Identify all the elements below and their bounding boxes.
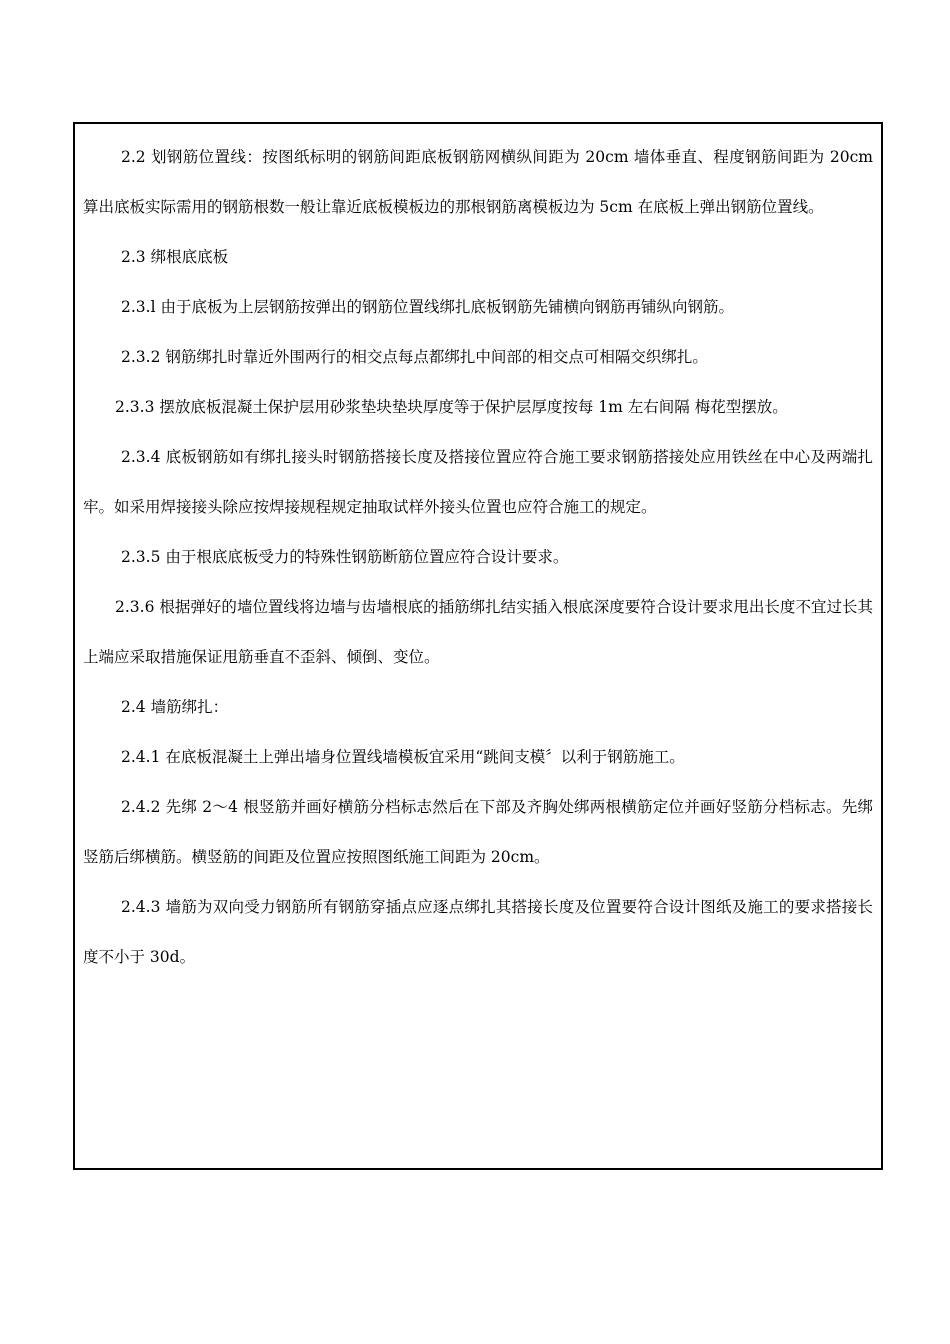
document-body bbox=[83, 132, 873, 982]
paragraph-2-4-1: 2.4.1 在底板混凝土上弹出墙身位置线墙模板宜采用“跳间支模〞以利于钢筋施工。 bbox=[121, 748, 685, 766]
content-table-cell bbox=[73, 122, 883, 1170]
paragraph-2-4-3: 2.4.3 墙筋为双向受力钢筋所有钢筋穿插点应逐点绑扎其搭接长度及位置要符合设计图纸及施工的要求搭接长度不小于 30d。 bbox=[83, 898, 873, 966]
paragraph-2-3-1: 2.3.l 由于底板为上层钢筋按弹出的钢筋位置线绑扎底板钢筋先铺横向钢筋再铺纵向钢筋。 bbox=[121, 298, 734, 316]
heading-2-4: 2.4 墙筋绑扎： bbox=[121, 698, 229, 716]
paragraph-2-3-4: 2.3.4 底板钢筋如有绑扎接头时钢筋搭接长度及搭接位置应符合施工要求钢筋搭接处应用铁丝在中心及两端扎牢。如采用焊接接头除应按焊接规程规定抽取试样外接头位置也应符合施工的规定。 bbox=[83, 448, 873, 516]
heading-2-3: 2.3 绑根底底板 bbox=[121, 248, 229, 266]
paragraph-2-3-5: 2.3.5 由于根底底板受力的特殊性钢筋断筋位置应符合设计要求。 bbox=[121, 548, 569, 566]
paragraph-2-2: 2.2 划钢筋位置线：按图纸标明的钢筋间距底板钢筋网横纵间距为 20cm 墙体垂直、程度钢筋间距为 20cm 算出底板实际需用的钢筋根数一般让靠近底板模板边的那根钢筋离模板边为 5cm 在底板上弹出钢筋位置线。 bbox=[83, 148, 873, 216]
paragraph-2-3-6: 2.3.6 根据弹好的墙位置线将边墙与齿墙根底的插筋绑扎结实插入根底深度要符合设计要求甩出长度不宜过长其上端应采取措施保证甩筋垂直不歪斜、倾倒、变位。 bbox=[83, 598, 873, 666]
paragraph-2-3-3: 2.3.3 摆放底板混凝土保护层用砂浆垫块垫块厚度等于保护层厚度按每 1m 左右间隔 梅花型摆放。 bbox=[115, 398, 788, 416]
paragraph-2-4-2: 2.4.2 先绑 2～4 根竖筋并画好横筋分档标志然后在下部及齐胸处绑两根横筋定位并画好竖筋分档标志。先绑竖筋后绑横筋。横竖筋的间距及位置应按照图纸施工间距为 20cm。 bbox=[83, 798, 873, 866]
paragraph-2-3-2: 2.3.2 钢筋绑扎时靠近外围两行的相交点每点都绑扎中间部的相交点可相隔交织绑扎。 bbox=[121, 348, 708, 366]
